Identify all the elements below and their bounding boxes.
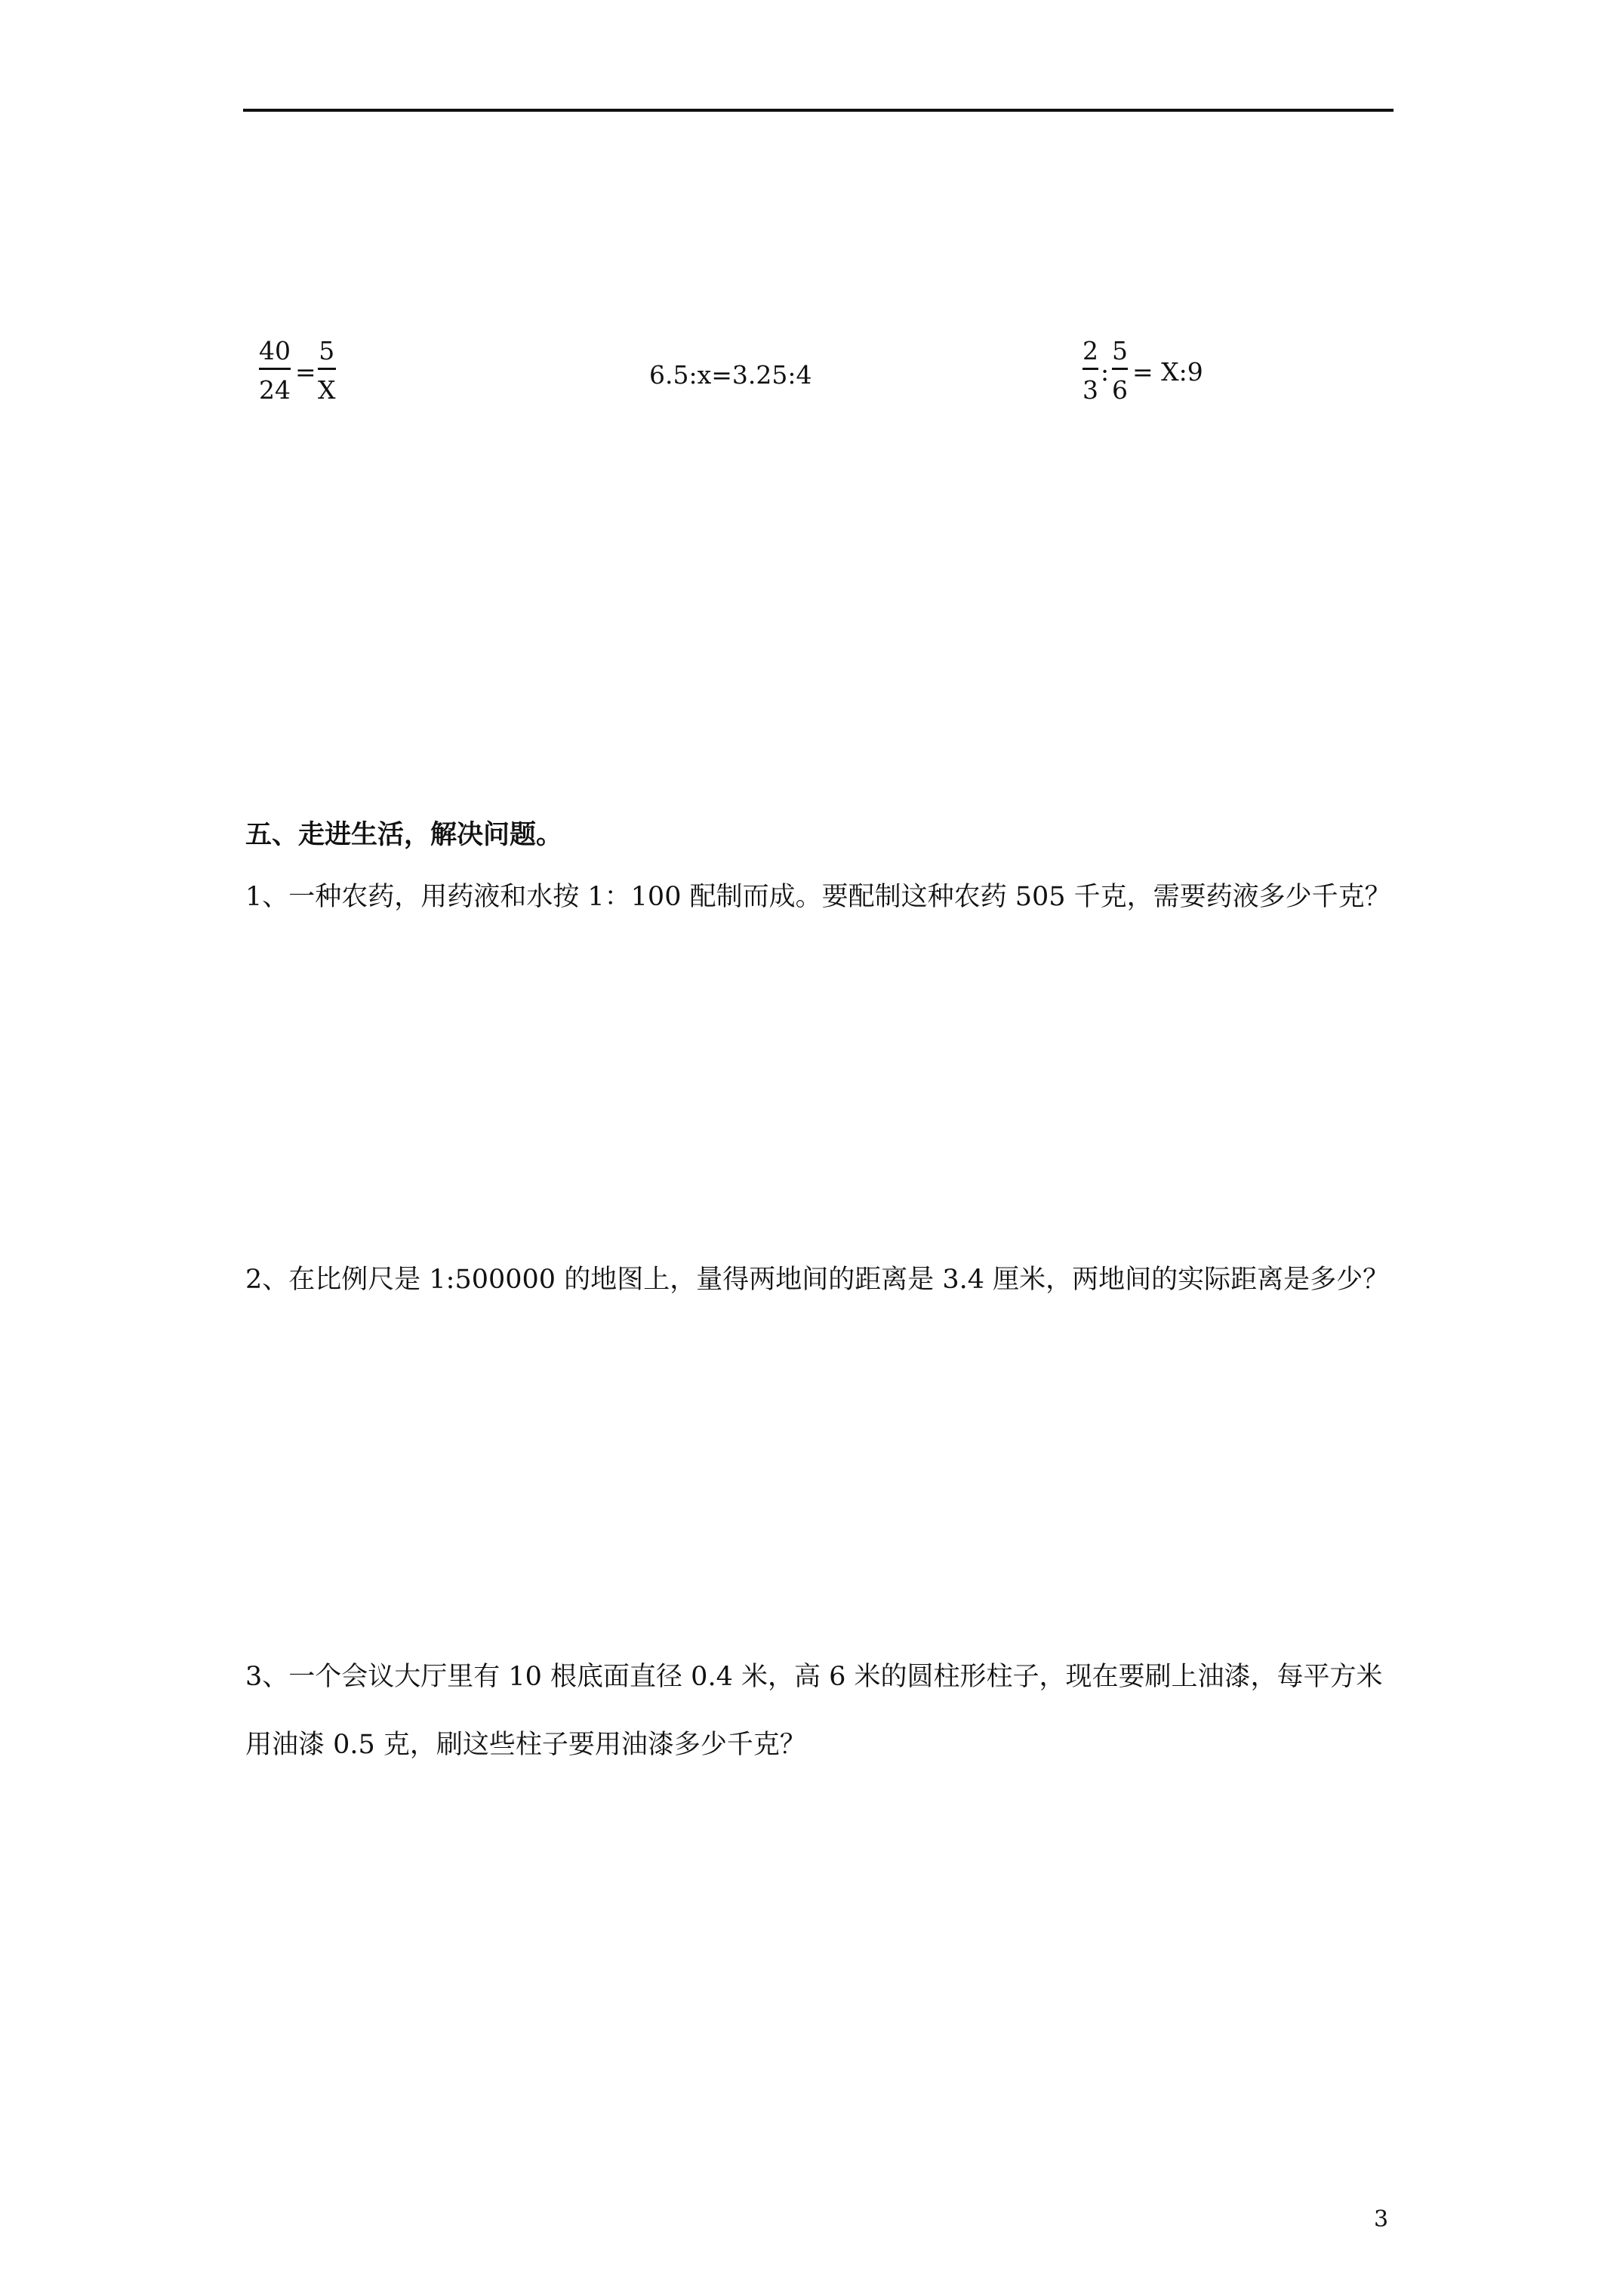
fraction-2-3 <box>1083 336 1098 405</box>
header-rule <box>243 109 1394 112</box>
equals-sign: = <box>295 357 316 387</box>
numerator: 5 <box>1112 338 1128 370</box>
numerator: 5 <box>318 338 336 370</box>
denominator: 3 <box>1083 375 1098 405</box>
numerator: 2 <box>1083 338 1098 370</box>
numerator: 40 <box>259 338 291 370</box>
page-number: 3 <box>1374 2206 1389 2233</box>
equation-2: 6.5:x=3.25:4 <box>649 360 812 390</box>
fraction-40-24 <box>259 336 291 405</box>
problem-2: 2、在比例尺是 1:500000 的地图上，量得两地间的距离是 3.4 厘米，两地间的实际距离是多少？ <box>245 1265 1390 1295</box>
problem-1: 1、一种农药，用药液和水按 1：100 配制而成。要配制这种农药 505 千克，需要药液多少千克？ <box>245 882 1391 912</box>
fraction-5-6 <box>1112 336 1128 405</box>
denominator: 6 <box>1112 375 1128 405</box>
section-title: 五、走进生活，解决问题。 <box>245 819 563 850</box>
denominator: 24 <box>259 375 291 405</box>
problem-3: 3、一个会议大厅里有 10 根底面直径 0.4 米，高 6 米的圆柱形柱子，现在要刷上油漆，每平方米用油漆 0.5 克，刷这些柱子要用油漆多少千克？ <box>245 1662 1383 1760</box>
equation-3-rest: = X:9 <box>1132 357 1203 387</box>
ratio-colon: : <box>1101 357 1110 387</box>
fraction-5-x <box>318 336 336 405</box>
denominator: X <box>318 375 336 405</box>
